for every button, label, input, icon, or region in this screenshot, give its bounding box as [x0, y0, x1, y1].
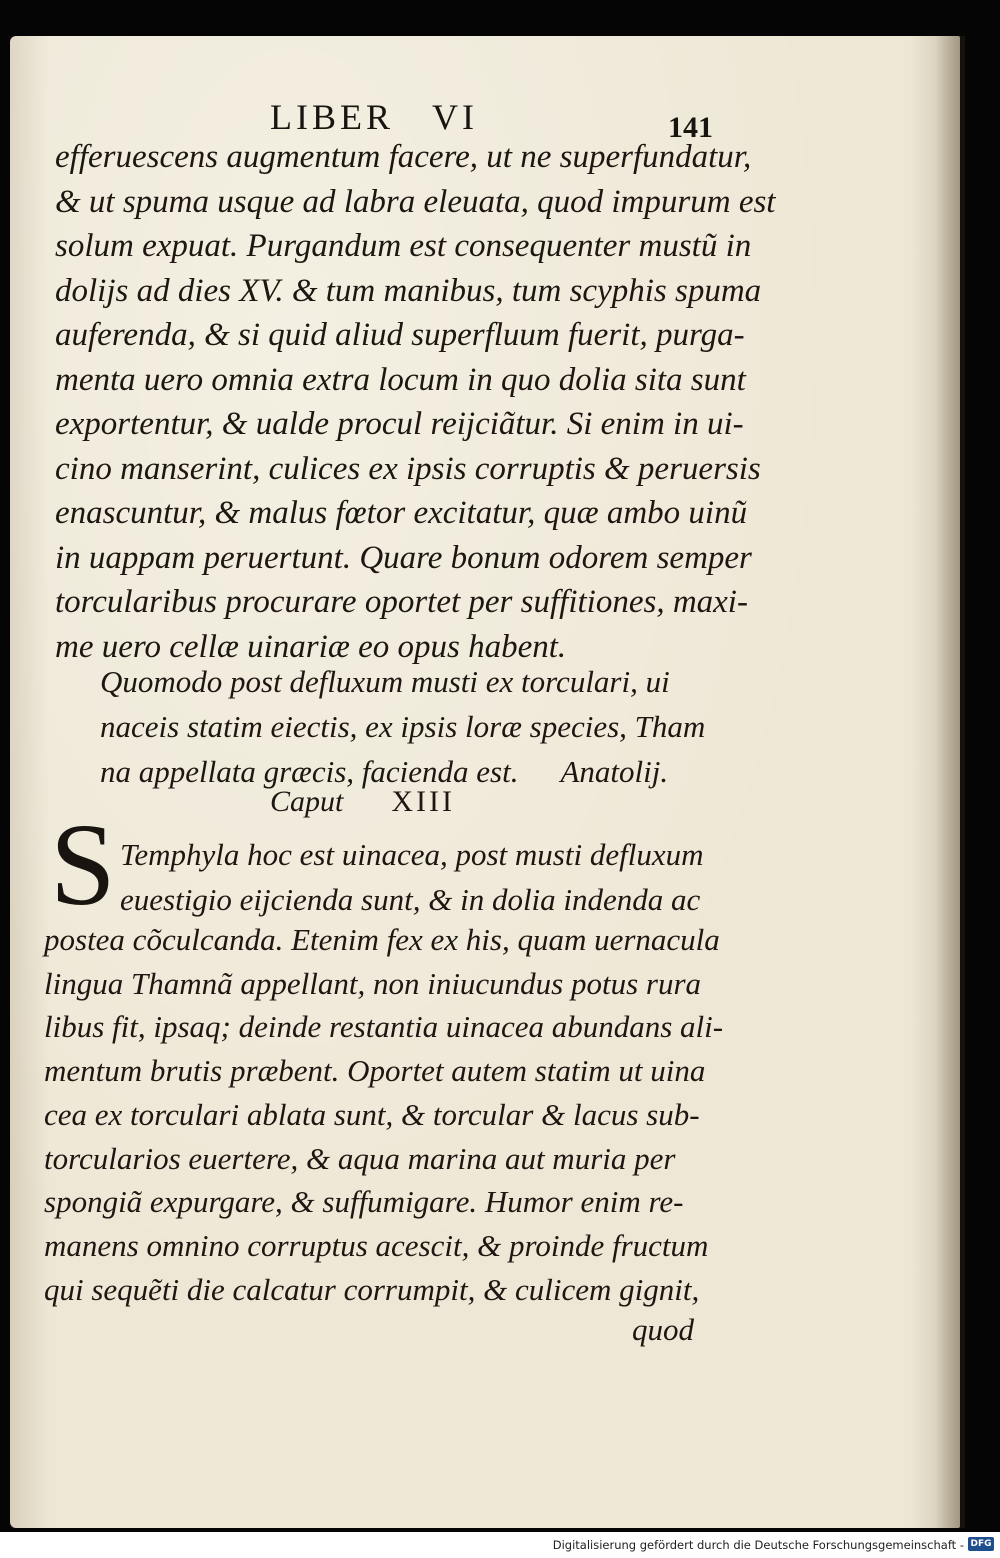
- text-line: auferenda, & si quid aliud superfluum fuerit, purga-: [55, 317, 745, 353]
- caput-number: XIII: [391, 785, 455, 818]
- running-head: [270, 96, 478, 138]
- text-line: efferuescens augmentum facere, ut ne superfundatur,: [55, 139, 752, 175]
- text-line: cino manserint, culices ex ipsis corruptis & peruersis: [55, 450, 761, 487]
- text-line: solum expuat. Purgandum est consequenter mustũ in: [55, 228, 752, 264]
- dfg-logo: DFG: [968, 1537, 994, 1551]
- text-line: exportentur, & ualde procul reijciãtur. Si enim in ui-: [55, 406, 744, 442]
- text-line: torcularibus procurare oportet per suffitiones, maxi-: [55, 584, 748, 620]
- text-line: Temphyla hoc est uinacea, post musti defluxum: [120, 837, 704, 872]
- heading-attribution: Anatolij.: [560, 754, 669, 789]
- running-head-title: LIBER: [270, 97, 394, 137]
- text-line: euestigio eijcienda sunt, & in dolia indenda ac: [120, 881, 701, 917]
- text-line: libus fit, ipsaq; deinde restantia uinacea abundans ali-: [44, 1009, 724, 1045]
- funding-credit: Digitalisierung gefördert durch die Deutsche Forschungsgemeinschaft -: [552, 1538, 964, 1552]
- text-line: mentum brutis præbent. Oportet autem statim ut uina: [44, 1053, 706, 1089]
- body-text: [55, 135, 775, 669]
- text-line: postea cõculcanda. Etenim fex ex his, quam uernacula: [44, 922, 720, 957]
- text-line: menta uero omnia extra locum in quo dolia sita sunt: [55, 361, 746, 398]
- drop-cap-initial: S: [50, 799, 116, 930]
- text-line: enascuntur, & malus fœtor excitatur, quæ ambo uinũ: [55, 495, 748, 531]
- text-line: spongiã expurgare, & suffumigare. Humor enim re-: [44, 1184, 684, 1220]
- page-number: 141: [668, 111, 713, 144]
- chapter-text-indented: [120, 833, 703, 922]
- text-line: & ut spuma usque ad labra eleuata, quod impurum est: [55, 183, 776, 220]
- running-head-book-number: VI: [432, 97, 478, 137]
- page-edge-shadow: [935, 36, 965, 1528]
- heading-line: Quomodo post defluxum musti ex torculari, ui: [100, 664, 670, 699]
- text-line: dolijs ad dies XV. & tum manibus, tum scyphis spuma: [55, 272, 762, 309]
- text-line: qui sequẽti die calcatur corrumpit, & culicem gignit,: [44, 1271, 700, 1307]
- text-line: manens omnino corruptus acescit, & proinde fructum: [44, 1227, 709, 1263]
- text-line: lingua Thamnã appellant, non iniucundus potus rura: [44, 965, 702, 1001]
- text-line: cea ex torculari ablata sunt, & torcular & lacus sub-: [44, 1096, 700, 1132]
- heading-line-text: na appellata græcis, facienda est.: [100, 754, 519, 789]
- text-line: in uappam peruertunt. Quare bonum odorem semper: [55, 539, 752, 576]
- caput-word: Caput: [270, 785, 344, 818]
- caput-label: [270, 785, 455, 819]
- text-line: me uero cellæ uinariæ eo opus habent.: [55, 628, 567, 665]
- text-line: torcularios euertere, & aqua marina aut muria per: [44, 1140, 676, 1176]
- chapter-heading: [100, 659, 705, 794]
- heading-line: naceis statim eiectis, ex ipsis loræ species, Tham: [100, 709, 706, 744]
- chapter-text: [44, 918, 723, 1311]
- catchword: quod: [632, 1312, 694, 1347]
